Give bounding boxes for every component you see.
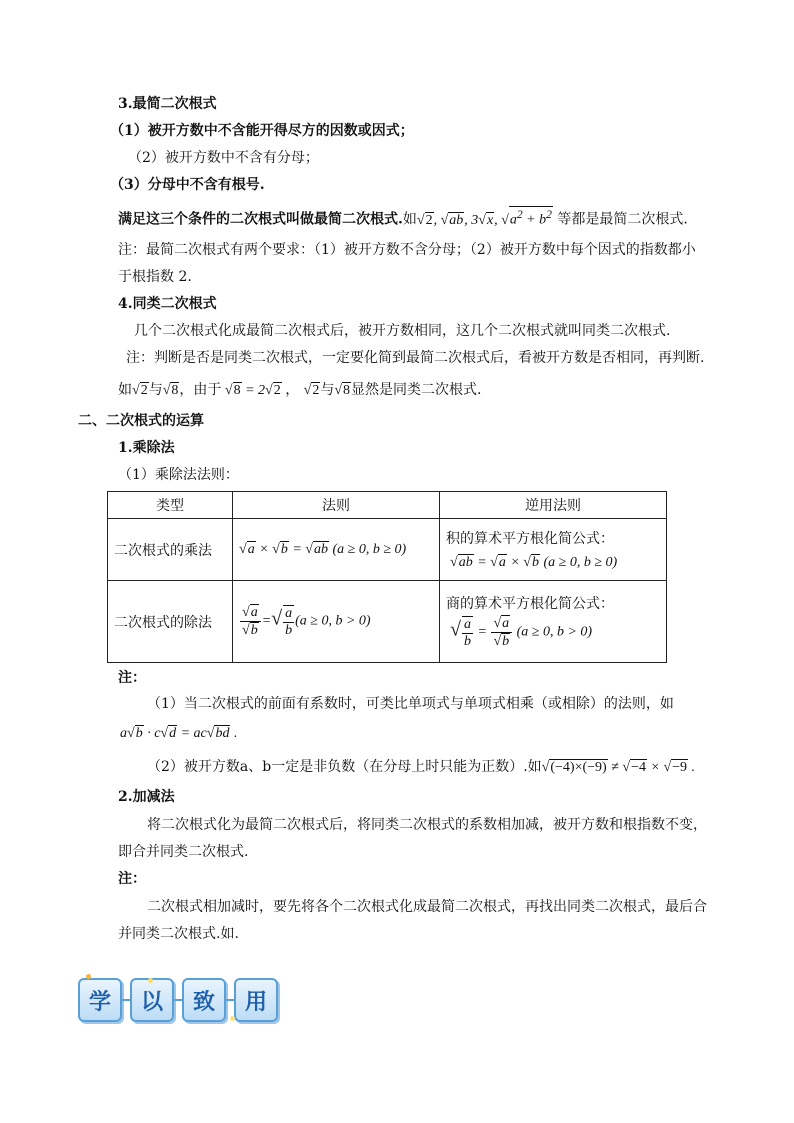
similar-radical-definition: 几个二次根式化成最简二次根式后，被开方数相同，这几个二次根式就叫同类二次根式. xyxy=(134,323,671,339)
row1-inverse xyxy=(440,519,667,581)
banner-char-1: 学 xyxy=(78,978,122,1022)
row2-type: 二次根式的除法 xyxy=(108,581,233,663)
row2-inverse-formula: √ $\frac{a}{b}$ = $\frac{√a}{√b}$ (a ≥ 0, b > 0) xyxy=(450,616,593,649)
rules-table xyxy=(107,491,667,663)
decor-dot xyxy=(230,1016,235,1021)
add-sub-title: 2.加减法 xyxy=(118,789,175,805)
similar-radical-note: 注：判断是否是同类二次根式，一定要化简到最简二次根式后，看被开方数是否相同，再判断. xyxy=(126,350,705,366)
example-end: 显然是同类二次根式. xyxy=(351,382,482,398)
add-sub-line-2: 即合并同类二次根式. xyxy=(118,844,249,860)
note-line-1: 注：最简二次根式有两个要求：（1）被开方数不含分母；（2）被开方数中每个因式的指数都小 xyxy=(118,242,696,258)
apply-learning-banner xyxy=(78,978,278,1022)
part-2-title: 二、二次根式的运算 xyxy=(78,413,204,429)
row1-inverse-formula: √ab = √a × √b (a ≥ 0, b ≥ 0) xyxy=(450,555,618,570)
summary-tail: 等都是最简二次根式. xyxy=(552,211,688,228)
example-yu2: 与 xyxy=(320,382,335,398)
math-sqrt2-b: √2 xyxy=(303,383,320,398)
math-sqrt8-equals: √8 = 2√2 xyxy=(224,383,281,398)
row1-inverse-label: 积的算术平方根化简公式： xyxy=(446,531,614,547)
header-rule: 法则 xyxy=(233,492,440,519)
mul-div-title: 1.乘除法 xyxy=(118,440,175,456)
table-row xyxy=(108,581,667,663)
note-label: 注： xyxy=(118,670,146,686)
mul-note-1-formula: a√b · c√d = ac√bd . xyxy=(120,726,238,741)
decor-dot xyxy=(148,978,153,983)
example-ru: 如 xyxy=(118,382,132,398)
decor-dot xyxy=(86,974,91,979)
row2-rule-formula: $\frac{√a}{√b}$ =√ $\frac{a}{b}$ (a ≥ 0, b > 0) xyxy=(233,581,440,663)
row1-rule-formula: √a × √b = √ab (a ≥ 0, b ≥ 0) xyxy=(233,519,440,581)
mul-note-2-formula: √(−4)×(−9) ≠ √−4 × √−9 . xyxy=(541,760,696,775)
add-note-label: 注： xyxy=(118,871,146,887)
row2-inverse xyxy=(440,581,667,663)
condition-3: （3）分母中不含有根号. xyxy=(110,177,265,193)
mul-note-2-text: （2）被开方数a、b一定是非负数（在分母上时只能为正数）.如 xyxy=(147,759,542,775)
math-sqrt2: √2 xyxy=(132,383,148,398)
example-yu: 与 xyxy=(148,382,163,398)
summary-ex-ru: 如 xyxy=(402,211,417,228)
note-line-2: 于根指数 2. xyxy=(118,269,192,285)
mul-div-subtitle: （1）乘除法法则： xyxy=(118,467,239,483)
mul-note-1: （1）当二次根式的前面有系数时，可类比单项式与单项式相乘（或相除）的法则，如 xyxy=(147,696,674,712)
banner-char-4: 用 xyxy=(234,978,278,1022)
banner-char-3: 致 xyxy=(182,978,226,1022)
banner-connector xyxy=(226,999,234,1001)
add-note-line-2: 并同类二次根式.如. xyxy=(118,926,239,942)
add-sub-line-1: 将二次根式化为最简二次根式后，将同类二次根式的系数相加减，被开方数和根指数不变， xyxy=(147,817,707,833)
example-youyu: ，由于 xyxy=(179,382,222,398)
row1-type: 二次根式的乘法 xyxy=(108,519,233,581)
mul-note-2 xyxy=(147,757,695,778)
table-header-row xyxy=(108,492,667,519)
condition-1: （1）被开方数中不含能开得尽方的因数或因式； xyxy=(110,123,414,139)
table-row xyxy=(108,519,667,581)
section-3-title: 3.最简二次根式 xyxy=(118,96,217,112)
math-sqrt8: √8 xyxy=(162,383,179,398)
banner-char-2: 以 xyxy=(130,978,174,1022)
section-4-title: 4.同类二次根式 xyxy=(118,296,217,312)
summary-examples: √2, √ab, 3√x, $√a^2 + b^2$ xyxy=(416,208,552,228)
banner-connector xyxy=(174,999,182,1001)
header-inverse: 逆用法则 xyxy=(440,492,667,519)
definition-summary xyxy=(118,206,688,231)
summary-text: 满足这三个条件的二次根式叫做最简二次根式. xyxy=(118,211,403,228)
header-type: 类型 xyxy=(108,492,233,519)
math-sqrt8-b: √8 xyxy=(334,383,351,398)
condition-2: （2）被开方数中不含有分母； xyxy=(128,150,319,166)
row2-inverse-label: 商的算术平方根化简公式： xyxy=(446,596,614,612)
add-note-line-1: 二次根式相加减时，要先将各个二次根式化成最简二次根式，再找出同类二次根式，最后合 xyxy=(147,899,707,915)
similar-radical-example: 如√2与√8，由于 √8 = 2√2 ， √2与√8显然是同类二次根式. xyxy=(118,382,482,398)
banner-connector xyxy=(122,999,130,1001)
